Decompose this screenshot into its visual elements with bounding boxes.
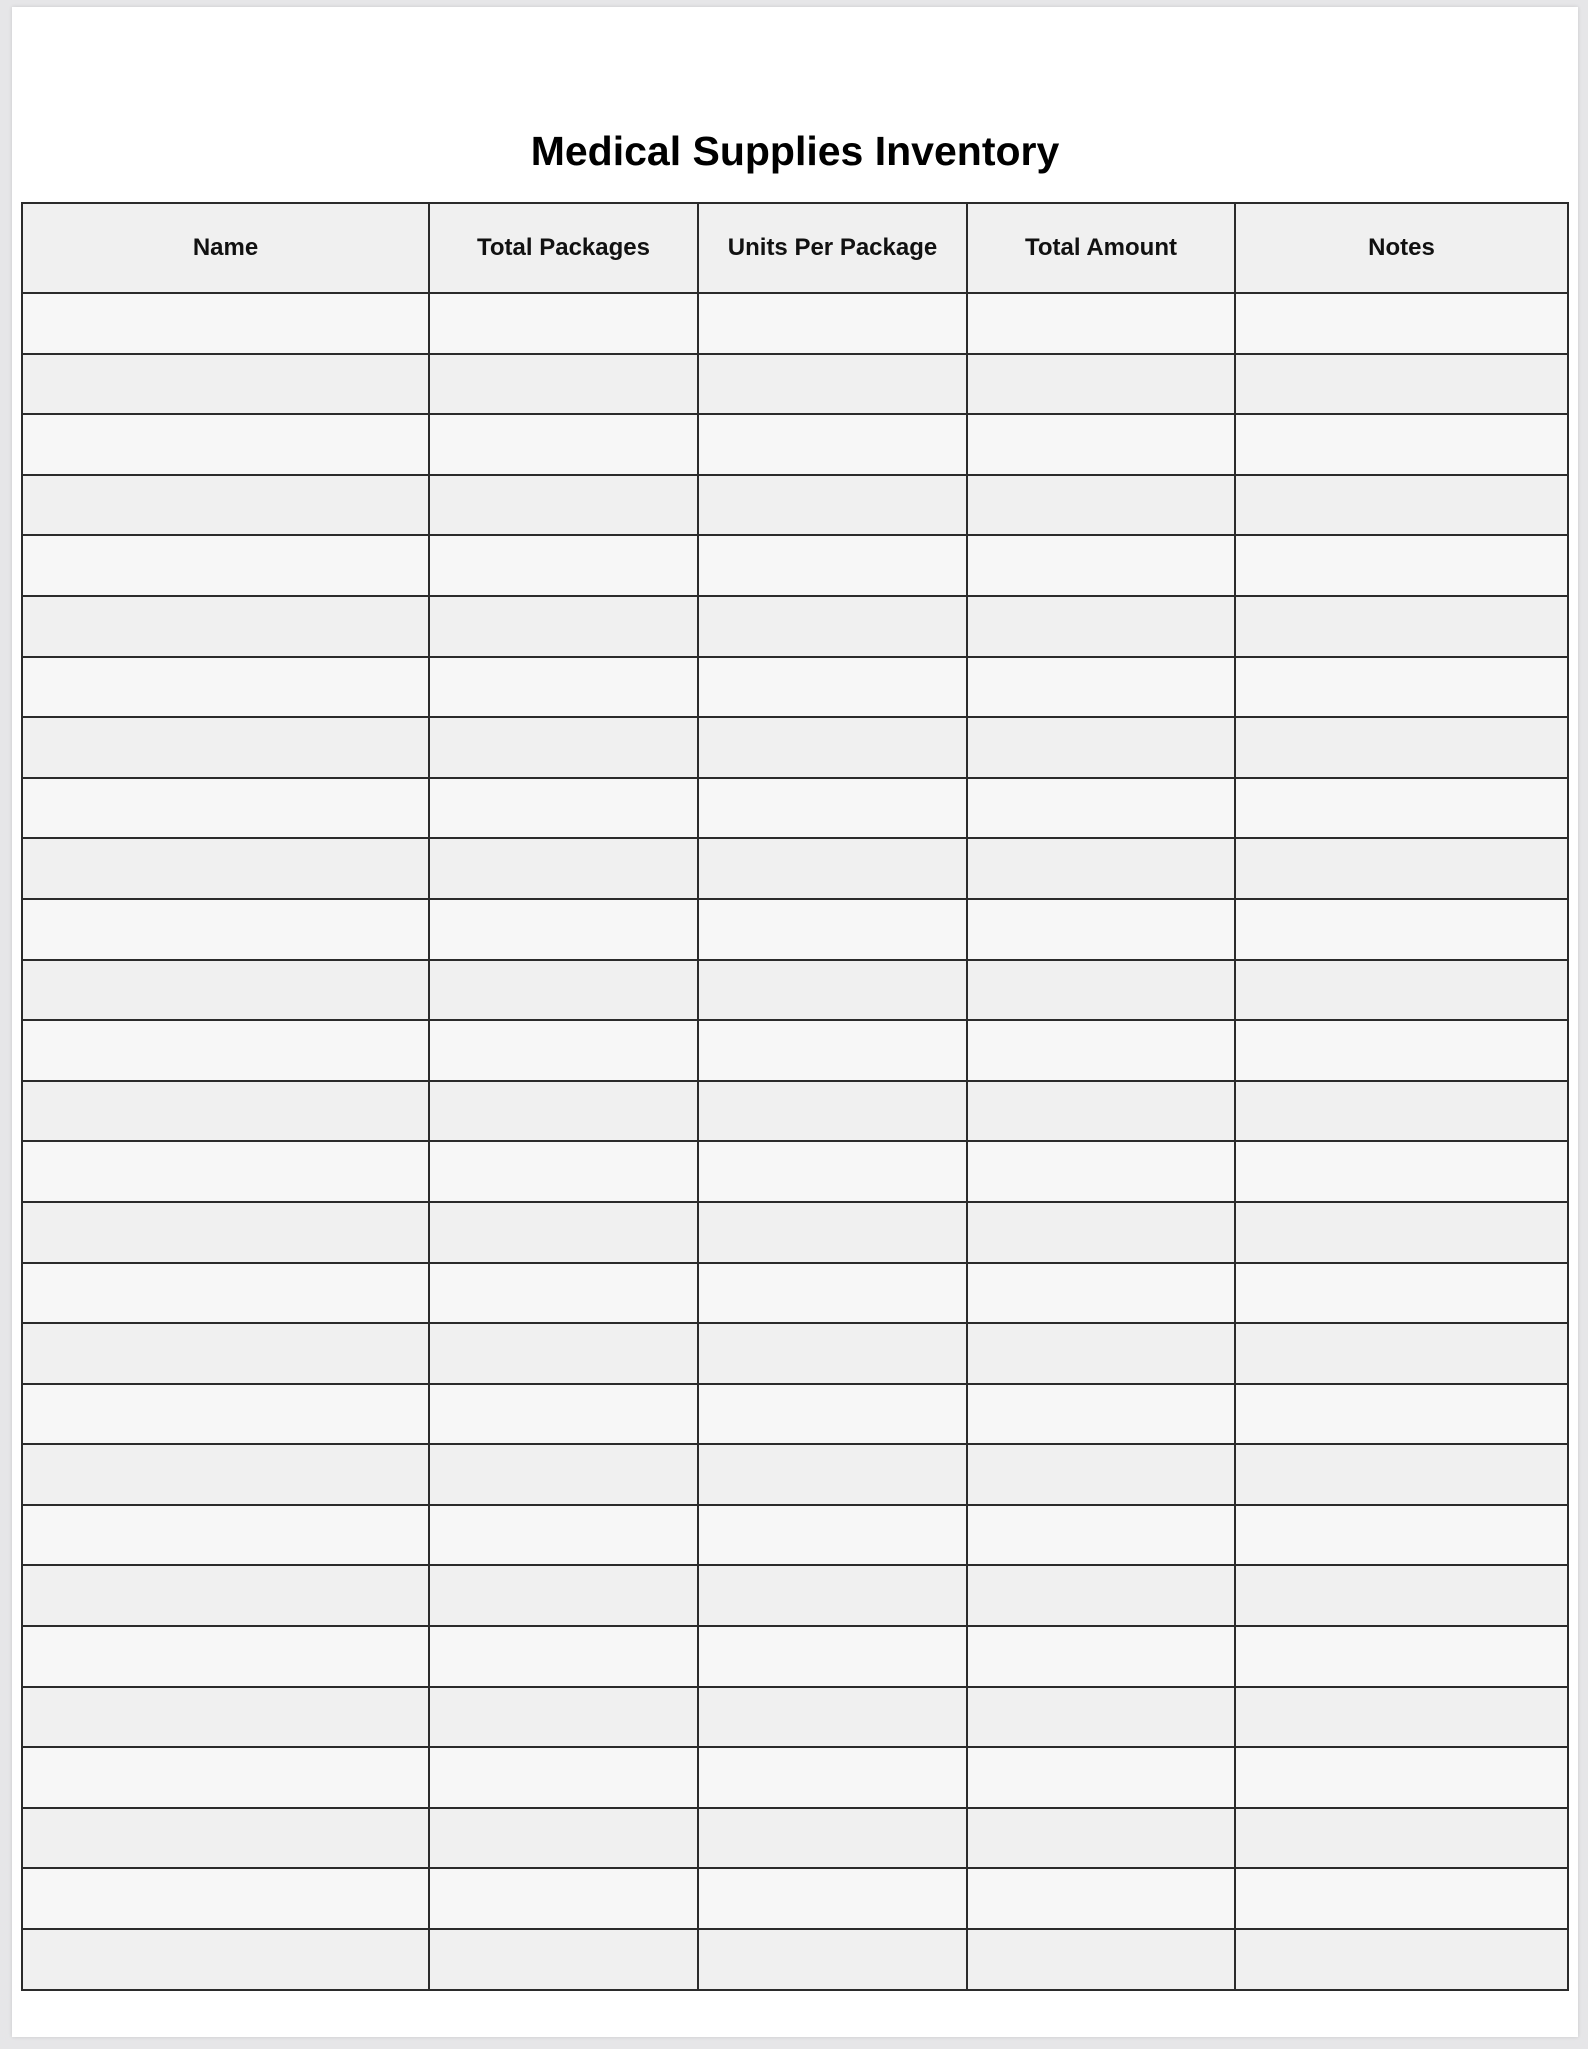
units-per-package-cell[interactable] [698, 1626, 967, 1687]
name-cell[interactable] [22, 1444, 429, 1505]
total-packages-cell[interactable] [429, 354, 698, 415]
total-packages-cell[interactable] [429, 657, 698, 718]
units-per-package-cell[interactable] [698, 1747, 967, 1808]
table-row [22, 838, 1568, 899]
total-amount-cell[interactable] [967, 1384, 1235, 1445]
units-per-package-cell[interactable] [698, 1081, 967, 1142]
units-per-package-cell[interactable] [698, 1202, 967, 1263]
name-cell[interactable] [22, 1505, 429, 1566]
notes-cell[interactable] [1235, 535, 1568, 596]
total-amount-cell[interactable] [967, 899, 1235, 960]
total-packages-cell[interactable] [429, 1747, 698, 1808]
units-per-package-cell[interactable] [698, 960, 967, 1021]
name-cell[interactable] [22, 596, 429, 657]
name-cell[interactable] [22, 475, 429, 536]
table-row [22, 1626, 1568, 1687]
total-amount-cell[interactable] [967, 1081, 1235, 1142]
total-packages-cell[interactable] [429, 1323, 698, 1384]
units-per-package-cell[interactable] [698, 1687, 967, 1748]
table-header-row [22, 203, 1568, 293]
table-row [22, 960, 1568, 1021]
name-cell[interactable] [22, 1202, 429, 1263]
notes-cell[interactable] [1235, 1020, 1568, 1081]
name-cell[interactable] [22, 1263, 429, 1324]
page-title: Medical Supplies Inventory [530, 128, 1060, 174]
name-cell[interactable] [22, 414, 429, 475]
total-packages-cell[interactable] [429, 717, 698, 778]
table-body [22, 293, 1568, 1990]
total-amount-cell[interactable] [967, 1020, 1235, 1081]
notes-cell[interactable] [1235, 1263, 1568, 1324]
total-packages-cell[interactable] [429, 1929, 698, 1990]
table-row [22, 1747, 1568, 1808]
total-packages-cell[interactable] [429, 1626, 698, 1687]
units-per-package-cell[interactable] [698, 535, 967, 596]
total-amount-cell[interactable] [967, 778, 1235, 839]
notes-cell[interactable] [1235, 596, 1568, 657]
table-row [22, 778, 1568, 839]
units-per-package-cell[interactable] [698, 1263, 967, 1324]
table-row [22, 1263, 1568, 1324]
total-amount-cell[interactable] [967, 475, 1235, 536]
name-cell[interactable] [22, 1565, 429, 1626]
column-header-total-packages: Total Packages [429, 203, 698, 293]
units-per-package-cell[interactable] [698, 1868, 967, 1929]
total-amount-cell[interactable] [967, 960, 1235, 1021]
total-packages-cell[interactable] [429, 1081, 698, 1142]
name-cell[interactable] [22, 899, 429, 960]
notes-cell[interactable] [1235, 1868, 1568, 1929]
notes-cell[interactable] [1235, 778, 1568, 839]
table-row [22, 1141, 1568, 1202]
units-per-package-cell[interactable] [698, 717, 967, 778]
notes-cell[interactable] [1235, 1687, 1568, 1748]
column-header-name: Name [22, 203, 429, 293]
table-row [22, 1687, 1568, 1748]
notes-cell[interactable] [1235, 657, 1568, 718]
notes-cell[interactable] [1235, 1747, 1568, 1808]
total-amount-cell[interactable] [967, 838, 1235, 899]
units-per-package-cell[interactable] [698, 475, 967, 536]
total-packages-cell[interactable] [429, 414, 698, 475]
total-packages-cell[interactable] [429, 1020, 698, 1081]
table-row [22, 475, 1568, 536]
table-row [22, 1444, 1568, 1505]
units-per-package-cell[interactable] [698, 899, 967, 960]
table-row [22, 1565, 1568, 1626]
column-header-notes: Notes [1235, 203, 1568, 293]
notes-cell[interactable] [1235, 1202, 1568, 1263]
notes-cell[interactable] [1235, 960, 1568, 1021]
notes-cell[interactable] [1235, 1444, 1568, 1505]
total-packages-cell[interactable] [429, 1263, 698, 1324]
name-cell[interactable] [22, 1929, 429, 1990]
units-per-package-cell[interactable] [698, 1444, 967, 1505]
units-per-package-cell[interactable] [698, 1384, 967, 1445]
table-row [22, 1929, 1568, 1990]
name-cell[interactable] [22, 778, 429, 839]
notes-cell[interactable] [1235, 1808, 1568, 1869]
total-packages-cell[interactable] [429, 838, 698, 899]
total-packages-cell[interactable] [429, 1868, 698, 1929]
table-row [22, 414, 1568, 475]
total-amount-cell[interactable] [967, 414, 1235, 475]
table-row [22, 596, 1568, 657]
table-row [22, 657, 1568, 718]
total-amount-cell[interactable] [967, 596, 1235, 657]
total-packages-cell[interactable] [429, 596, 698, 657]
total-packages-cell[interactable] [429, 960, 698, 1021]
name-cell[interactable] [22, 1868, 429, 1929]
name-cell[interactable] [22, 1747, 429, 1808]
total-packages-cell[interactable] [429, 1565, 698, 1626]
notes-cell[interactable] [1235, 1081, 1568, 1142]
notes-cell[interactable] [1235, 293, 1568, 354]
total-packages-cell[interactable] [429, 1505, 698, 1566]
total-packages-cell[interactable] [429, 1808, 698, 1869]
name-cell[interactable] [22, 838, 429, 899]
document-page [12, 7, 1578, 2037]
name-cell[interactable] [22, 535, 429, 596]
units-per-package-cell[interactable] [698, 1565, 967, 1626]
total-amount-cell[interactable] [967, 1565, 1235, 1626]
table-row [22, 1081, 1568, 1142]
total-packages-cell[interactable] [429, 475, 698, 536]
total-packages-cell[interactable] [429, 293, 698, 354]
name-cell[interactable] [22, 293, 429, 354]
table-row [22, 354, 1568, 415]
units-per-package-cell[interactable] [698, 414, 967, 475]
notes-cell[interactable] [1235, 838, 1568, 899]
total-packages-cell[interactable] [429, 1444, 698, 1505]
column-header-units-per-package: Units Per Package [698, 203, 967, 293]
table-row [22, 1808, 1568, 1869]
table-row [22, 1505, 1568, 1566]
name-cell[interactable] [22, 1081, 429, 1142]
table-row [22, 717, 1568, 778]
units-per-package-cell[interactable] [698, 293, 967, 354]
units-per-package-cell[interactable] [698, 778, 967, 839]
table-row [22, 1323, 1568, 1384]
total-amount-cell[interactable] [967, 717, 1235, 778]
total-amount-cell[interactable] [967, 1141, 1235, 1202]
total-amount-cell[interactable] [967, 657, 1235, 718]
table-row [22, 1868, 1568, 1929]
table-row [22, 1020, 1568, 1081]
total-amount-cell[interactable] [967, 1808, 1235, 1869]
notes-cell[interactable] [1235, 1505, 1568, 1566]
total-amount-cell[interactable] [967, 1687, 1235, 1748]
total-amount-cell[interactable] [967, 1444, 1235, 1505]
table-row [22, 1384, 1568, 1445]
total-packages-cell[interactable] [429, 778, 698, 839]
total-amount-cell[interactable] [967, 1929, 1235, 1990]
total-packages-cell[interactable] [429, 899, 698, 960]
total-packages-cell[interactable] [429, 1384, 698, 1445]
notes-cell[interactable] [1235, 1323, 1568, 1384]
notes-cell[interactable] [1235, 1929, 1568, 1990]
name-cell[interactable] [22, 1323, 429, 1384]
units-per-package-cell[interactable] [698, 596, 967, 657]
notes-cell[interactable] [1235, 899, 1568, 960]
name-cell[interactable] [22, 1626, 429, 1687]
total-amount-cell[interactable] [967, 1505, 1235, 1566]
name-cell[interactable] [22, 1687, 429, 1748]
total-amount-cell[interactable] [967, 535, 1235, 596]
units-per-package-cell[interactable] [698, 1141, 967, 1202]
total-packages-cell[interactable] [429, 1141, 698, 1202]
notes-cell[interactable] [1235, 475, 1568, 536]
total-amount-cell[interactable] [967, 1626, 1235, 1687]
units-per-package-cell[interactable] [698, 1020, 967, 1081]
notes-cell[interactable] [1235, 717, 1568, 778]
name-cell[interactable] [22, 1020, 429, 1081]
notes-cell[interactable] [1235, 1384, 1568, 1445]
name-cell[interactable] [22, 657, 429, 718]
name-cell[interactable] [22, 1384, 429, 1445]
units-per-package-cell[interactable] [698, 657, 967, 718]
total-amount-cell[interactable] [967, 354, 1235, 415]
units-per-package-cell[interactable] [698, 354, 967, 415]
units-per-package-cell[interactable] [698, 1929, 967, 1990]
name-cell[interactable] [22, 717, 429, 778]
units-per-package-cell[interactable] [698, 1323, 967, 1384]
name-cell[interactable] [22, 1141, 429, 1202]
table-row [22, 535, 1568, 596]
notes-cell[interactable] [1235, 1626, 1568, 1687]
name-cell[interactable] [22, 354, 429, 415]
total-packages-cell[interactable] [429, 535, 698, 596]
notes-cell[interactable] [1235, 1141, 1568, 1202]
notes-cell[interactable] [1235, 414, 1568, 475]
table-row [22, 1202, 1568, 1263]
table-row [22, 293, 1568, 354]
inventory-table [21, 202, 1569, 1991]
total-amount-cell[interactable] [967, 1868, 1235, 1929]
total-amount-cell[interactable] [967, 1323, 1235, 1384]
total-amount-cell[interactable] [967, 1263, 1235, 1324]
total-amount-cell[interactable] [967, 293, 1235, 354]
total-packages-cell[interactable] [429, 1687, 698, 1748]
column-header-total-amount: Total Amount [967, 203, 1235, 293]
total-amount-cell[interactable] [967, 1202, 1235, 1263]
units-per-package-cell[interactable] [698, 1505, 967, 1566]
name-cell[interactable] [22, 1808, 429, 1869]
name-cell[interactable] [22, 960, 429, 1021]
total-amount-cell[interactable] [967, 1747, 1235, 1808]
total-packages-cell[interactable] [429, 1202, 698, 1263]
units-per-package-cell[interactable] [698, 1808, 967, 1869]
table-row [22, 899, 1568, 960]
notes-cell[interactable] [1235, 354, 1568, 415]
units-per-package-cell[interactable] [698, 838, 967, 899]
notes-cell[interactable] [1235, 1565, 1568, 1626]
